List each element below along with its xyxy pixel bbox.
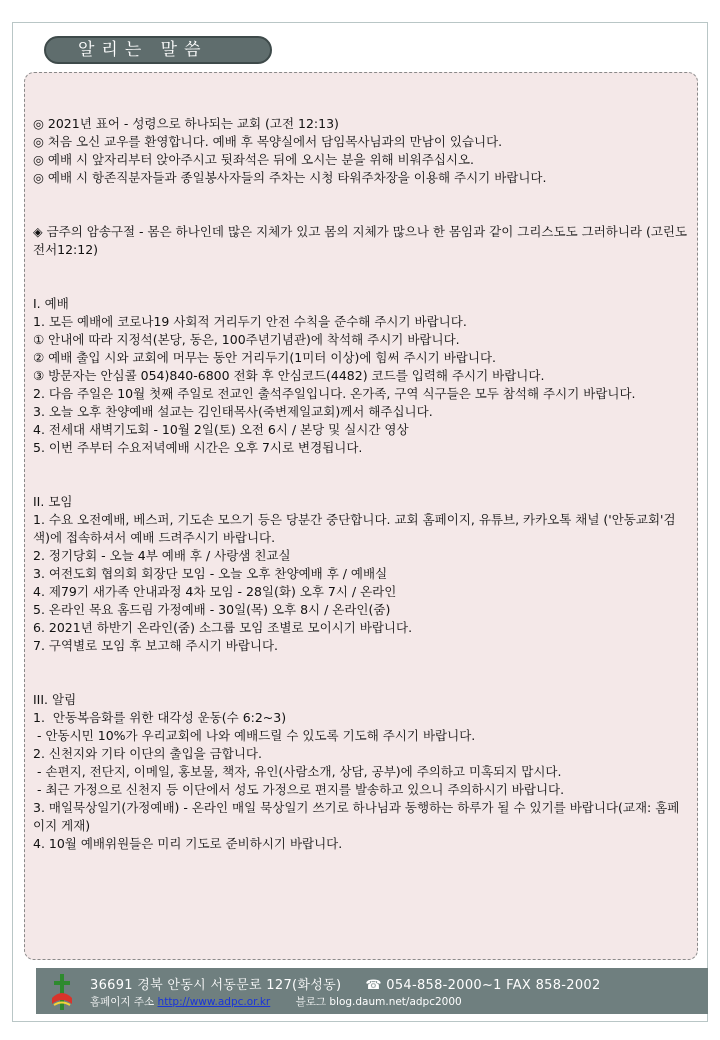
list-item: 1. 수요 오전예배, 베스퍼, 기도손 모으기 등은 당분간 중단합니다. 교회 홈페이지, 유튜브, 카카오톡 채널 ('안동교회'검색)에 접속하셔서 예배 드려주시기 바랍니다. bbox=[33, 512, 676, 545]
footer-address: 36691 경북 안동시 서동문로 127(화성동) bbox=[90, 978, 342, 993]
list-item: 4. 10월 예배위원들은 미리 기도로 준비하시기 바랍니다. bbox=[33, 836, 343, 851]
notice-box bbox=[24, 72, 698, 960]
list-item: - 최근 가정으로 신천지 등 이단에서 성도 가정으로 편지를 발송하고 있으니 주의하시기 바랍니다. bbox=[33, 782, 565, 797]
homepage-link[interactable]: http://www.adpc.or.kr bbox=[157, 996, 271, 1008]
section-heading-meetings: II. 모임 bbox=[33, 494, 73, 509]
list-item: 1. 모든 예배에 코로나19 사회적 거리두기 안전 수칙을 준수해 주시기 바랍니다. bbox=[33, 314, 467, 329]
church-logo-icon bbox=[50, 974, 74, 1010]
memory-verse: ◈ 금주의 암송구절 - 몸은 하나인데 많은 지체가 있고 몸의 지체가 많으나 한 몸임과 같이 그리스도도 그러하니라 (고린도전서12:12) bbox=[33, 224, 688, 257]
intro-line: ◎ 2021년 표어 - 성령으로 하나되는 교회 (고전 12:13) bbox=[33, 116, 339, 131]
list-item: 5. 온라인 목요 홈드림 가정예배 - 30일(목) 오후 8시 / 온라인(줌) bbox=[33, 602, 391, 617]
list-item: 3. 오늘 오후 찬양예배 설교는 김인태목사(죽변제일교회)께서 해주십니다. bbox=[33, 404, 433, 419]
page-title: 알리는 말씀 bbox=[44, 36, 272, 64]
list-item: 2. 신천지와 기타 이단의 출입을 금합니다. bbox=[33, 746, 262, 761]
list-item: 3. 여전도회 협의회 회장단 모임 - 오늘 오후 찬양예배 후 / 예배실 bbox=[33, 566, 388, 581]
list-item: 1. 안동복음화를 위한 대각성 운동(수 6:2~3) bbox=[33, 710, 287, 725]
list-item: 7. 구역별로 모임 후 보고해 주시기 바랍니다. bbox=[33, 638, 279, 653]
list-item: 6. 2021년 하반기 온라인(줌) 소그룹 모임 조별로 모이시기 바랍니다. bbox=[33, 620, 413, 635]
section-heading-notices: III. 알림 bbox=[33, 692, 77, 707]
list-item: 3. 매일묵상일기(가정예배) - 온라인 매일 묵상일기 쓰기로 하나님과 동행하는 하루가 될 수 있기를 바랍니다(교재: 홈페이지 게재) bbox=[33, 800, 680, 833]
list-item: 2. 다음 주일은 10월 첫째 주일로 전교인 출석주일입니다. 온가족, 구역 식구들은 모두 참석해 주시기 바랍니다. bbox=[33, 386, 636, 401]
intro-line: ◎ 예배 시 항존직분자들과 종일봉사자들의 주차는 시청 타워주차장을 이용해 주시기 바랍니다. bbox=[33, 170, 547, 185]
list-item: ② 예배 출입 시와 교회에 머무는 동안 거리두기(1미터 이상)에 힘써 주시기 바랍니다. bbox=[33, 350, 496, 365]
list-item: 5. 이번 주부터 수요저녁예배 시간은 오후 7시로 변경됩니다. bbox=[33, 440, 363, 455]
list-item: ③ 방문자는 안심콜 054)840-6800 전화 후 안심코드(4482) 코드를 입력해 주시기 바랍니다. bbox=[33, 368, 545, 383]
footer-links bbox=[90, 994, 462, 1009]
list-item: - 안동시민 10%가 우리교회에 나와 예배드릴 수 있도록 기도해 주시기 바랍니다. bbox=[33, 728, 476, 743]
section-heading-worship: I. 예배 bbox=[33, 296, 69, 311]
list-item: 4. 전세대 새벽기도회 - 10월 2일(토) 오전 6시 / 본당 및 실시간 영상 bbox=[33, 422, 409, 437]
footer-bar bbox=[36, 968, 708, 1014]
homepage-label: 홈페이지 주소 bbox=[90, 996, 155, 1008]
list-item: 4. 제79기 새가족 안내과정 4차 모임 - 28일(화) 오후 7시 / 온라인 bbox=[33, 584, 397, 599]
list-item: - 손편지, 전단지, 이메일, 홍보물, 책자, 유인(사람소개, 상담, 공부)에 주의하고 미혹되지 맙시다. bbox=[33, 764, 562, 779]
list-item: 2. 정기당회 - 오늘 4부 예배 후 / 사랑샘 친교실 bbox=[33, 548, 291, 563]
list-item: ① 안내에 따라 지정석(본당, 동은, 100주년기념관)에 착석해 주시기 바랍니다. bbox=[33, 332, 460, 347]
intro-line: ◎ 처음 오신 교우를 환영합니다. 예배 후 목양실에서 담임목사님과의 만남이 있습니다. bbox=[33, 134, 503, 149]
intro-line: ◎ 예배 시 앞자리부터 앉아주시고 뒷좌석은 뒤에 오시는 분을 위해 비워주십시오. bbox=[33, 152, 475, 167]
footer-contact bbox=[90, 974, 601, 993]
footer-phone: ☎ 054-858-2000~1 FAX 858-2002 bbox=[365, 978, 601, 993]
blog-text: 블로그 blog.daum.net/adpc2000 bbox=[295, 996, 462, 1008]
